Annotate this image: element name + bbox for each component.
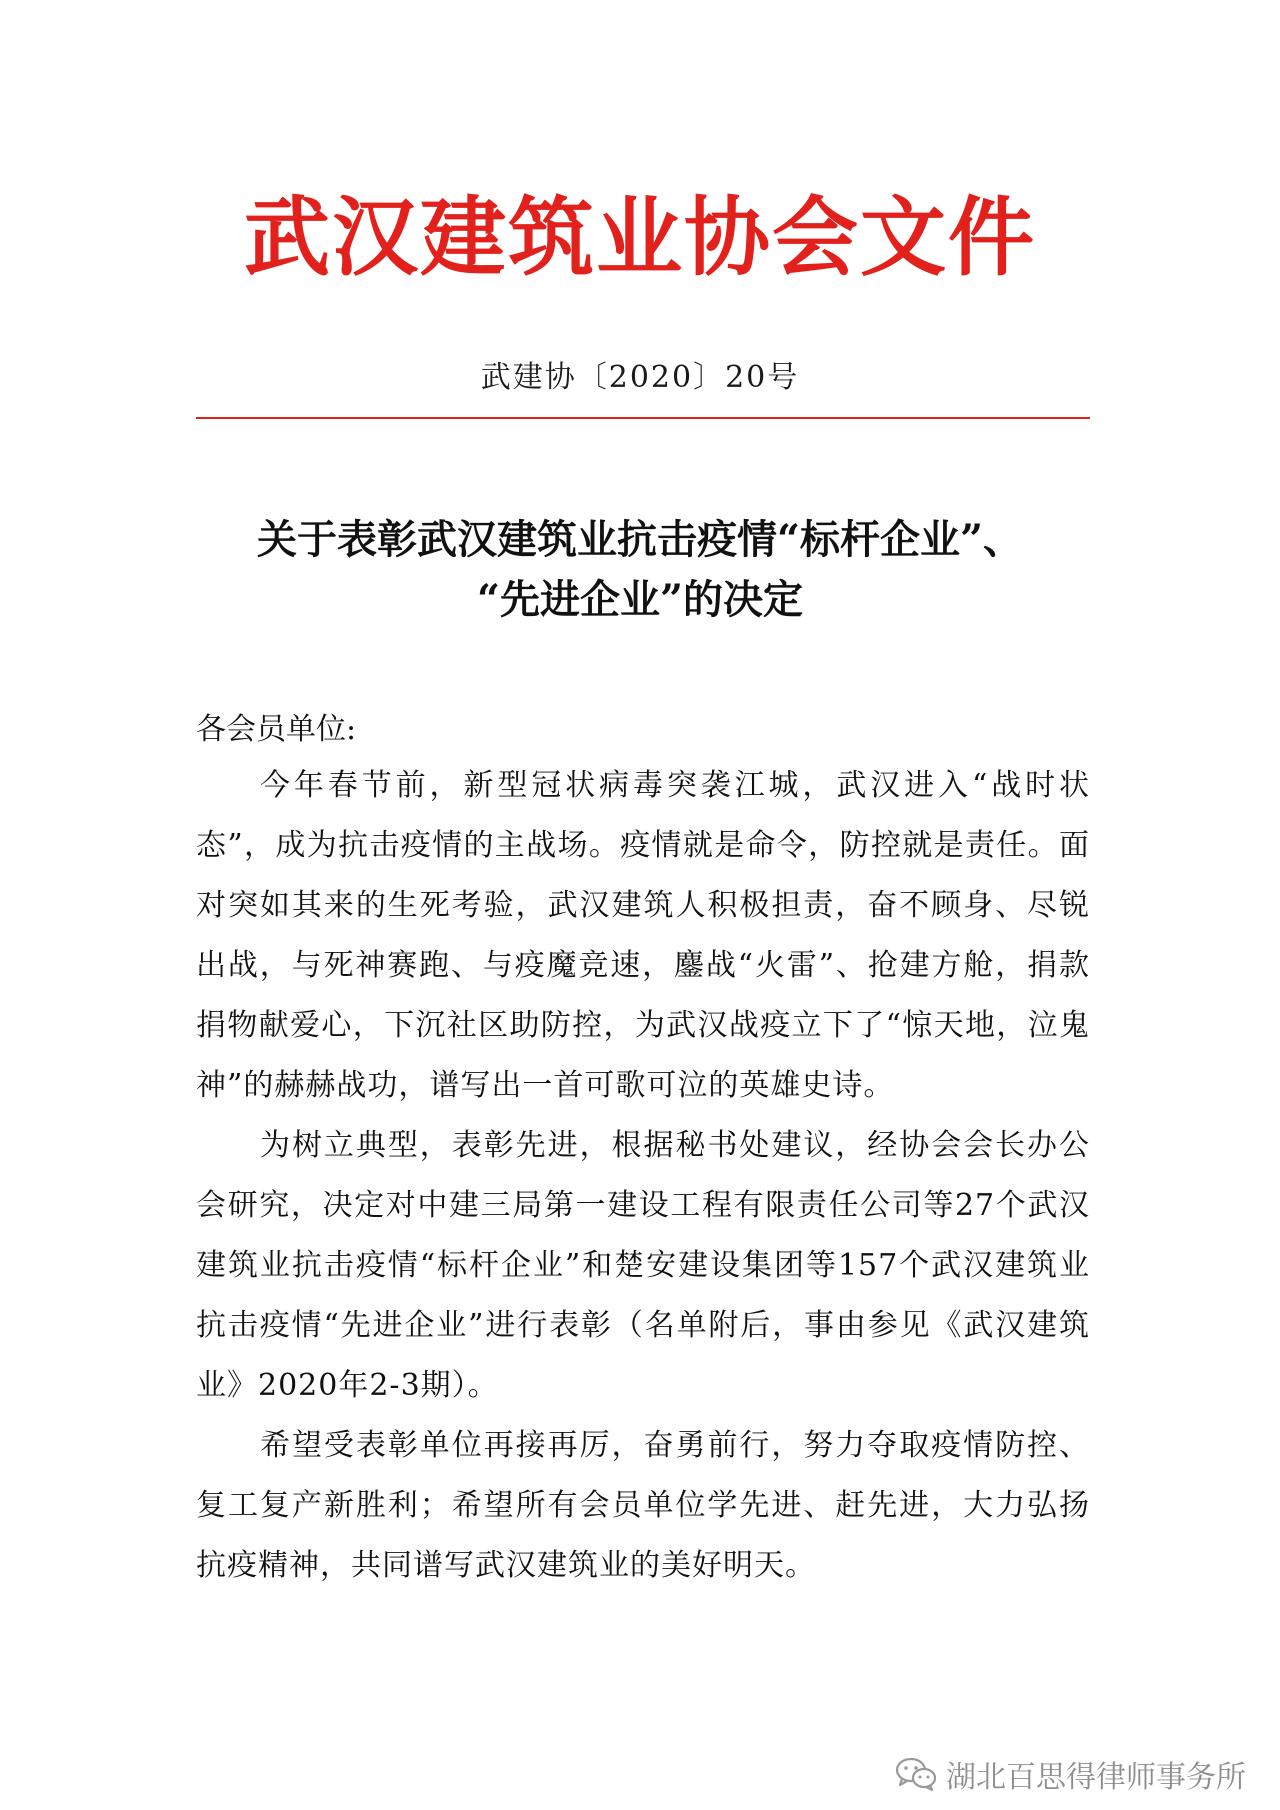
masthead-title: 武汉建筑业协会文件 [244, 187, 1036, 288]
body-paragraph: 为树立典型，表彰先进，根据秘书处建议，经协会会长办公会研究，决定对中建三局第一建设工程有限责任公司等27个武汉建筑业抗击疫情“标杆企业”和楚安建设集团等157个武汉建筑业抗击疫情“先进企业”进行表彰（名单附后，事由参见《武汉建筑业》2020年2-3期）。 [196, 1128, 1090, 1403]
watermark-text: 湖北百思得律师事务所 [946, 1760, 1246, 1795]
red-divider-line [196, 417, 1090, 419]
document-title [190, 510, 1090, 630]
body-paragraph: 今年春节前，新型冠状病毒突袭江城，武汉进入“战时状态”，成为抗击疫情的主战场。疫情就是命令，防控就是责任。面对突如其来的生死考验，武汉建筑人积极担责，奋不顾身、尽锐出战，与死神赛跑、与疫魔竞速，鏖战“火雷”、抢建方舱，捐款捐物献爱心，下沉社区助防控，为武汉战疫立下了“惊天地，泣鬼神”的赫赫战功，谱写出一首可歌可泣的英雄史诗。 [196, 768, 1090, 1103]
title-line-1: 关于表彰武汉建筑业抗击疫情“标杆企业”、 [256, 516, 1023, 563]
wechat-icon [894, 1756, 938, 1792]
body-paragraph: 希望受表彰单位再接再厉，奋勇前行，努力夺取疫情防控、复工复产新胜利；希望所有会员单位学先进、赶先进，大力弘扬抗疫精神，共同谱写武汉建筑业的美好明天。 [196, 1428, 1090, 1583]
document-number: 武建协〔2020〕20号 [480, 360, 800, 395]
document-body [196, 756, 1090, 1596]
title-line-2: “先进企业”的决定 [476, 576, 803, 623]
salutation: 各会员单位: [196, 712, 357, 747]
watermark [894, 1752, 1246, 1796]
